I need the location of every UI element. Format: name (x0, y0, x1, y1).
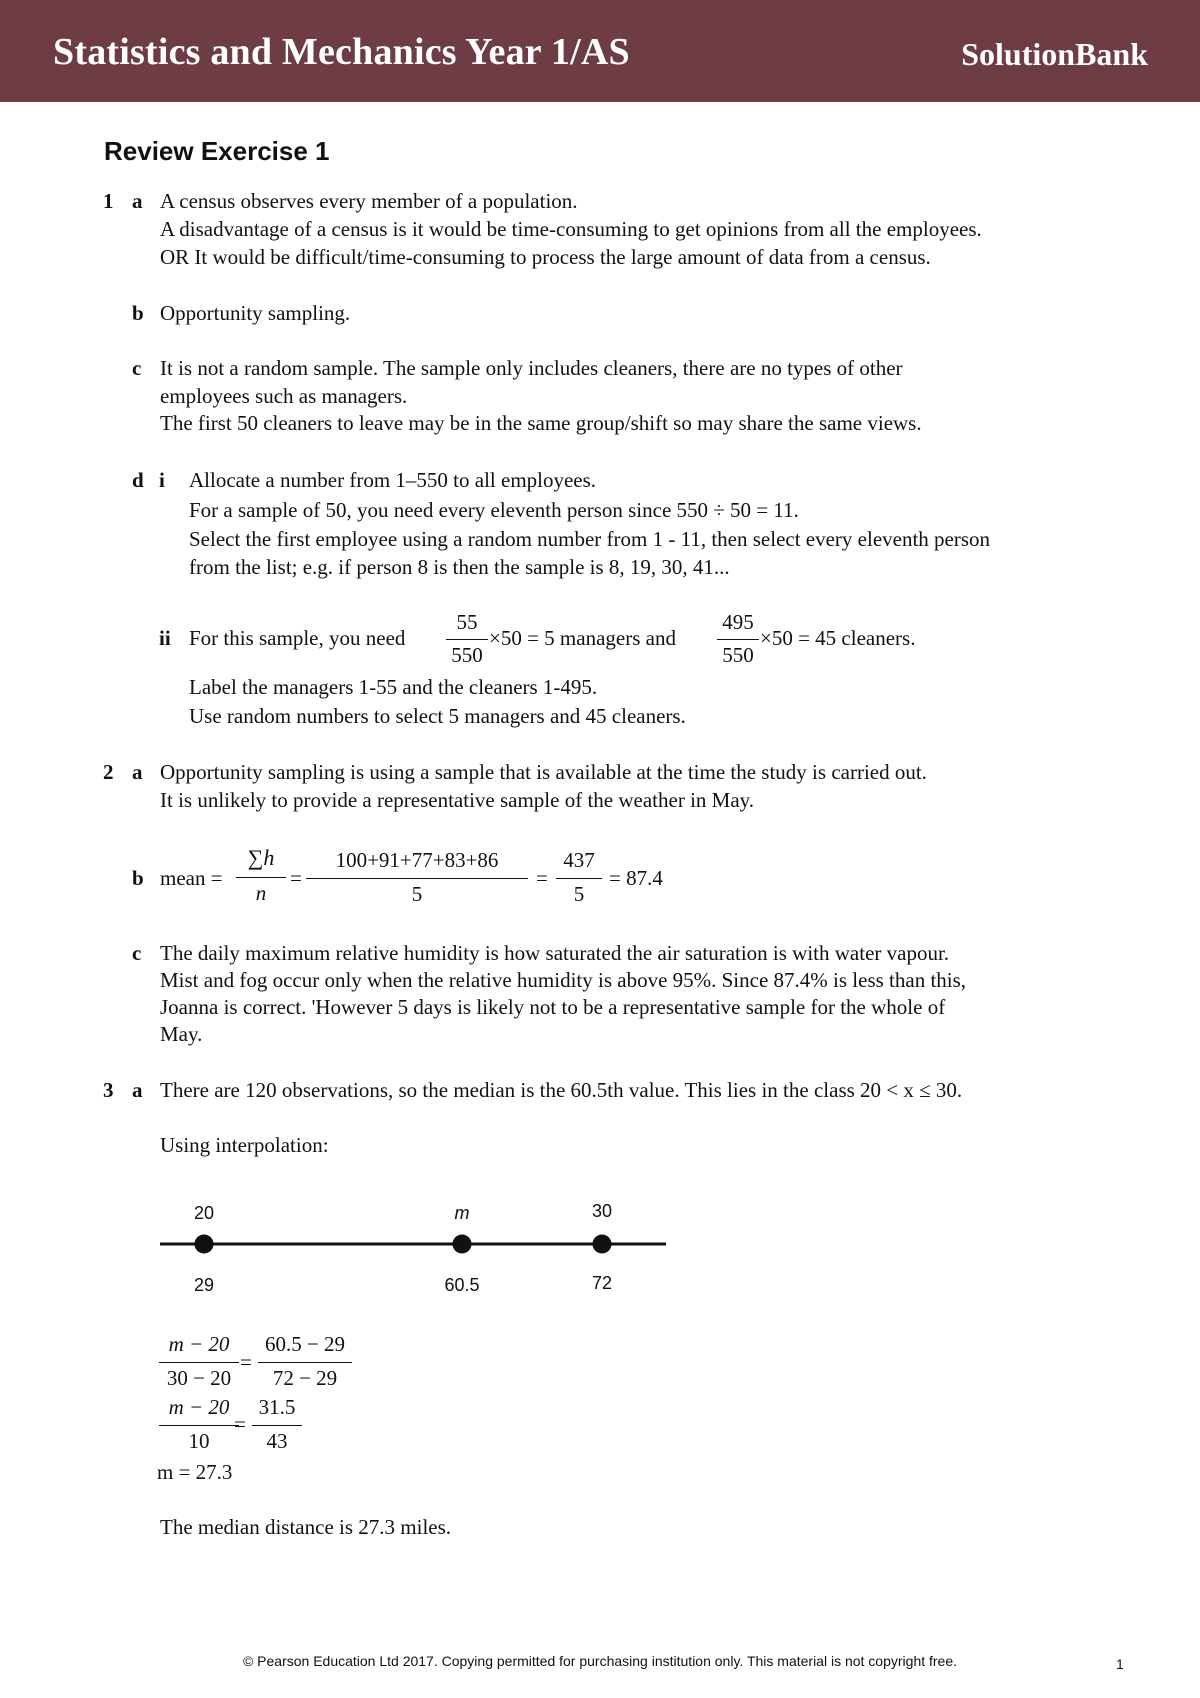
fraction-bar (159, 1425, 239, 1426)
fraction-numerator: ∑h (247, 845, 275, 870)
q1di-line-4: from the list; e.g. if person 8 is then the sample is 8, 19, 30, 41... (189, 555, 730, 579)
q1dii-managers-text: ×50 = 5 managers and (489, 626, 676, 650)
fraction-cleaners (717, 610, 759, 670)
fraction-numerator: 495 (722, 610, 754, 634)
q1a-label: a (132, 189, 143, 213)
fraction-denominator: 30 − 20 (166, 1366, 232, 1390)
q1a-line-1: A census observes every member of a population. (160, 189, 578, 213)
q2c-line-4: May. (160, 1022, 203, 1046)
q3a-line-1: There are 120 observations, so the median is the 60.5th value. This lies in the class 20 < x ≤ 30. (160, 1078, 963, 1102)
fraction-numerator: 55 (456, 610, 478, 634)
top-label-2: m (454, 1203, 470, 1223)
fraction-denominator: 5 (573, 882, 585, 906)
q3a-interpolation-label: Using interpolation: (160, 1133, 329, 1157)
q1b-label: b (132, 301, 144, 325)
fraction-bar (717, 639, 759, 640)
q3-number: 3 (103, 1078, 114, 1102)
interpolation-diagram (150, 1190, 680, 1300)
fraction-bar (159, 1362, 239, 1363)
fraction-numerator: 31.5 (258, 1395, 296, 1419)
eq2-left-fraction (159, 1395, 239, 1457)
fraction-managers (446, 610, 488, 670)
point-30-72 (593, 1235, 612, 1254)
page-header (0, 0, 1200, 102)
q1dii-cleaners-text: ×50 = 45 cleaners. (760, 626, 916, 650)
q1dii-intro: For this sample, you need (189, 626, 406, 650)
copyright-footer: © Pearson Education Ltd 2017. Copying permitted for purchasing institution only. This material is not copyright free. (242, 1653, 958, 1669)
mean-label: mean = (160, 866, 223, 890)
fraction-denominator: 43 (266, 1429, 288, 1453)
q1di-line-2: For a sample of 50, you need every eleventh person since 550 ÷ 50 = 11. (189, 498, 799, 522)
point-20-29 (195, 1235, 214, 1254)
book-title: Statistics and Mechanics Year 1/AS (53, 31, 630, 73)
fraction-denominator: 5 (411, 882, 423, 906)
bottom-label-3: 72 (591, 1273, 613, 1293)
top-label-1: 20 (193, 1203, 215, 1223)
equals-sign: = (290, 866, 302, 890)
equals-sign: = (234, 1412, 246, 1436)
q2a-label: a (132, 760, 143, 784)
eq1-right-fraction (258, 1332, 352, 1394)
bottom-label-2: 60.5 (444, 1275, 480, 1295)
fraction-numerator: m − 20 (168, 1395, 230, 1419)
equals-sign: = (536, 866, 548, 890)
fraction-numerator: 60.5 − 29 (264, 1332, 346, 1356)
q1di-line-1: Allocate a number from 1–550 to all employees. (189, 468, 597, 492)
fraction-bar (258, 1362, 352, 1363)
q2-number: 2 (103, 760, 114, 784)
q1d-label: d (132, 468, 144, 492)
fraction-denominator: 10 (188, 1429, 210, 1453)
fraction-bar (556, 878, 602, 879)
mean-result: = 87.4 (609, 866, 663, 890)
eq2-right-fraction (252, 1395, 302, 1457)
fraction-bar (306, 878, 528, 879)
q1dii-line-1: Label the managers 1-55 and the cleaners 1-495. (189, 675, 598, 699)
median-result: m = 27.3 (157, 1460, 233, 1484)
equals-sign: = (240, 1350, 252, 1374)
exercise-title: Review Exercise 1 (104, 136, 330, 166)
q2a-line-2: It is unlikely to provide a representative sample of the weather in May. (160, 788, 755, 812)
fraction-bar (252, 1425, 302, 1426)
bottom-label-1: 29 (193, 1275, 215, 1295)
q1dii-line-2: Use random numbers to select 5 managers and 45 cleaners. (189, 704, 686, 728)
fraction-sum-over-n (236, 845, 286, 909)
q1a-line-3: OR It would be difficult/time-consuming to process the large amount of data from a census. (160, 245, 931, 269)
q1dii-label: ii (159, 626, 171, 650)
fraction-sum-expression (306, 848, 528, 910)
q1c-line-2: employees such as managers. (160, 384, 408, 408)
fraction-bar (446, 639, 488, 640)
fraction-bar (236, 877, 286, 878)
q1di-line-3: Select the first employee using a random number from 1 - 11, then select every eleventh person (189, 527, 991, 551)
q2c-line-3: Joanna is correct. 'However 5 days is likely not to be a representative sample for the whole of (160, 995, 946, 1019)
q2a-line-1: Opportunity sampling is using a sample that is available at the time the study is carried out. (160, 760, 927, 784)
eq1-left-fraction (159, 1332, 239, 1394)
point-median (453, 1235, 472, 1254)
q1b-line-1: Opportunity sampling. (160, 301, 351, 325)
fraction-denominator: 550 (722, 643, 754, 667)
q1c-line-1: It is not a random sample. The sample only includes cleaners, there are no types of other (160, 356, 903, 380)
q1c-line-3: The first 50 cleaners to leave may be in the same group/shift so may share the same views. (160, 411, 922, 435)
median-conclusion: The median distance is 27.3 miles. (160, 1515, 452, 1539)
q1-number: 1 (103, 189, 114, 213)
fraction-denominator: 72 − 29 (272, 1366, 338, 1390)
q3a-label: a (132, 1078, 143, 1102)
fraction-numerator: 100+91+77+83+86 (335, 848, 499, 872)
top-label-3: 30 (591, 1201, 613, 1221)
q1c-label: c (132, 356, 142, 380)
q2b-label: b (132, 866, 144, 890)
fraction-numerator: 437 (563, 848, 595, 872)
q1di-label: i (159, 468, 165, 492)
brand-name: SolutionBank (961, 36, 1148, 72)
q2c-line-1: The daily maximum relative humidity is how saturated the air saturation is with water vapour. (160, 941, 950, 965)
fraction-denominator: n (255, 881, 267, 905)
page-number: 1 (1116, 1656, 1124, 1672)
q2c-label: c (132, 941, 142, 965)
fraction-numerator: m − 20 (168, 1332, 230, 1356)
fraction-denominator: 550 (451, 643, 483, 667)
q2c-line-2: Mist and fog occur only when the relative humidity is above 95%. Since 87.4% is less than this, (160, 968, 967, 992)
fraction-437-over-5 (556, 848, 602, 910)
q1a-line-2: A disadvantage of a census is it would be time-consuming to get opinions from all the employees. (160, 217, 982, 241)
